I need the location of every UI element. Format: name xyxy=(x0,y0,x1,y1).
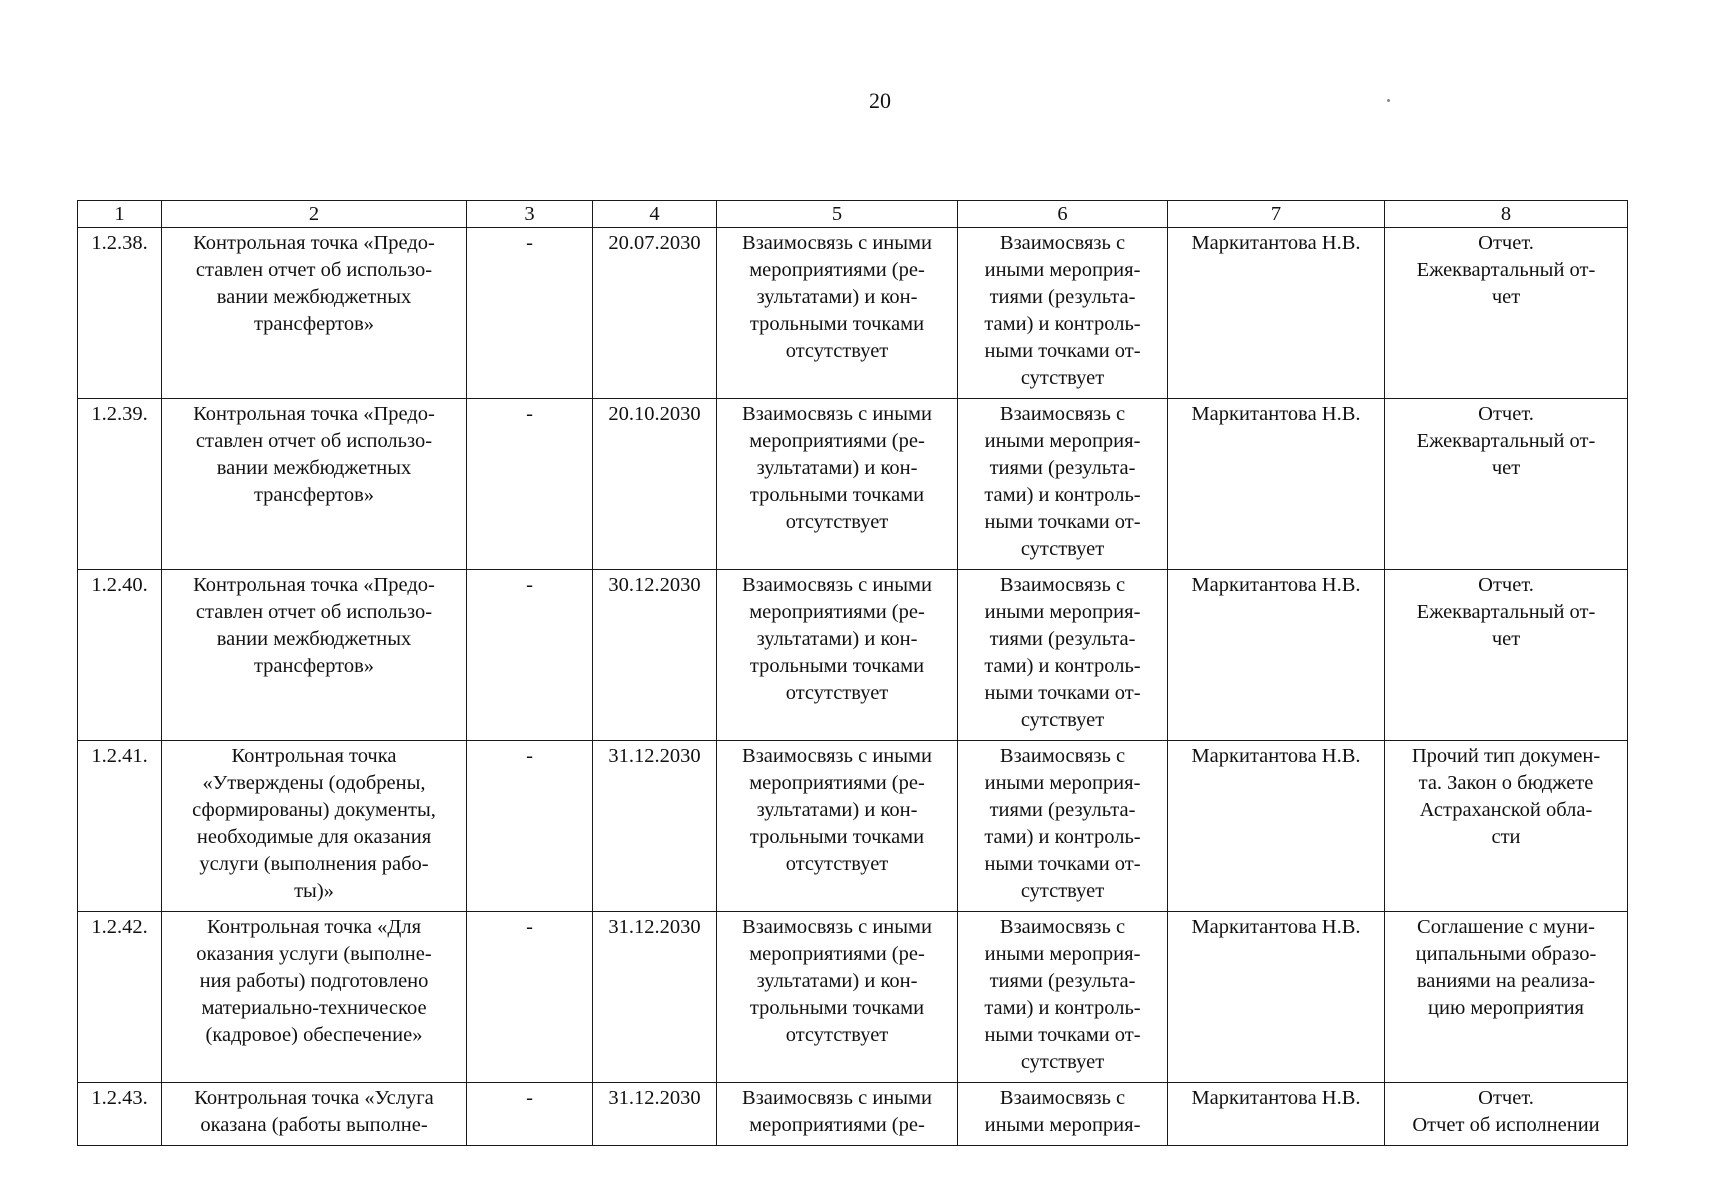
responsible-cell: Маркитантова Н.В. xyxy=(1168,912,1385,1083)
header-col-2: 2 xyxy=(162,201,467,228)
header-col-4: 4 xyxy=(593,201,717,228)
scan-speck xyxy=(1387,99,1390,102)
control-point-name-cell: Контрольная точка «Предо- ставлен отчет об использо- вании межбюджетных трансфертов» xyxy=(162,399,467,570)
table-row xyxy=(78,741,1628,912)
control-point-name-cell: Контрольная точка «Предо- ставлен отчет об использо- вании межбюджетных трансфертов» xyxy=(162,228,467,399)
responsible-cell: Маркитантова Н.В. xyxy=(1168,228,1385,399)
control-point-name-cell: Контрольная точка «Услуга оказана (работы выполне- xyxy=(162,1083,467,1146)
relation-cell: Взаимосвязь с иными мероприятиями (ре- зультатами) и кон- трольными точками отсутствует xyxy=(717,570,958,741)
relation-cell: Взаимосвязь с иными мероприятиями (ре- зультатами) и кон- трольными точками отсутствует xyxy=(717,399,958,570)
document-type-cell: Прочий тип докумен- та. Закон о бюджете Астраханской обла- сти xyxy=(1385,741,1628,912)
col3-cell: - xyxy=(467,228,593,399)
responsible-cell: Маркитантова Н.В. xyxy=(1168,741,1385,912)
header-col-6: 6 xyxy=(958,201,1168,228)
table-row xyxy=(78,912,1628,1083)
relation-alt-cell: Взаимосвязь с иными мероприя- тиями (результа- тами) и контроль- ными точками от- сутствует xyxy=(958,570,1168,741)
date-cell: 31.12.2030 xyxy=(593,912,717,1083)
control-points-table xyxy=(77,200,1628,1146)
document-type-cell: Соглашение с муни- ципальными образо- ваниями на реализа- цию мероприятия xyxy=(1385,912,1628,1083)
relation-alt-cell: Взаимосвязь с иными мероприя- xyxy=(958,1083,1168,1146)
row-number-cell: 1.2.39. xyxy=(78,399,162,570)
document-type-cell: Отчет. Ежеквартальный от- чет xyxy=(1385,228,1628,399)
relation-alt-cell: Взаимосвязь с иными мероприя- тиями (результа- тами) и контроль- ными точками от- сутствует xyxy=(958,912,1168,1083)
relation-cell: Взаимосвязь с иными мероприятиями (ре- зультатами) и кон- трольными точками отсутствует xyxy=(717,741,958,912)
control-point-name-cell: Контрольная точка «Утверждены (одобрены, сформированы) документы, необходимые для оказания услуги (выполнения рабо- ты)» xyxy=(162,741,467,912)
col3-cell: - xyxy=(467,912,593,1083)
table-row xyxy=(78,228,1628,399)
col3-cell: - xyxy=(467,570,593,741)
responsible-cell: Маркитантова Н.В. xyxy=(1168,399,1385,570)
col3-cell: - xyxy=(467,399,593,570)
row-number-cell: 1.2.38. xyxy=(78,228,162,399)
table-row xyxy=(78,570,1628,741)
relation-cell: Взаимосвязь с иными мероприятиями (ре- xyxy=(717,1083,958,1146)
date-cell: 31.12.2030 xyxy=(593,1083,717,1146)
date-cell: 20.07.2030 xyxy=(593,228,717,399)
relation-cell: Взаимосвязь с иными мероприятиями (ре- зультатами) и кон- трольными точками отсутствует xyxy=(717,228,958,399)
control-point-name-cell: Контрольная точка «Предо- ставлен отчет об использо- вании межбюджетных трансфертов» xyxy=(162,570,467,741)
header-col-8: 8 xyxy=(1385,201,1628,228)
relation-alt-cell: Взаимосвязь с иными мероприя- тиями (результа- тами) и контроль- ными точками от- сутствует xyxy=(958,741,1168,912)
responsible-cell: Маркитантова Н.В. xyxy=(1168,570,1385,741)
col3-cell: - xyxy=(467,741,593,912)
date-cell: 31.12.2030 xyxy=(593,741,717,912)
relation-cell: Взаимосвязь с иными мероприятиями (ре- зультатами) и кон- трольными точками отсутствует xyxy=(717,912,958,1083)
relation-alt-cell: Взаимосвязь с иными мероприя- тиями (результа- тами) и контроль- ными точками от- сутствует xyxy=(958,228,1168,399)
col3-cell: - xyxy=(467,1083,593,1146)
header-col-5: 5 xyxy=(717,201,958,228)
row-number-cell: 1.2.42. xyxy=(78,912,162,1083)
relation-alt-cell: Взаимосвязь с иными мероприя- тиями (результа- тами) и контроль- ными точками от- сутствует xyxy=(958,399,1168,570)
control-point-name-cell: Контрольная точка «Для оказания услуги (выполне- ния работы) подготовлено материально-техническое (кадровое) обеспечение» xyxy=(162,912,467,1083)
header-col-7: 7 xyxy=(1168,201,1385,228)
row-number-cell: 1.2.43. xyxy=(78,1083,162,1146)
date-cell: 20.10.2030 xyxy=(593,399,717,570)
date-cell: 30.12.2030 xyxy=(593,570,717,741)
document-type-cell: Отчет. Отчет об исполнении xyxy=(1385,1083,1628,1146)
row-number-cell: 1.2.40. xyxy=(78,570,162,741)
header-col-1: 1 xyxy=(78,201,162,228)
row-number-cell: 1.2.41. xyxy=(78,741,162,912)
document-type-cell: Отчет. Ежеквартальный от- чет xyxy=(1385,570,1628,741)
responsible-cell: Маркитантова Н.В. xyxy=(1168,1083,1385,1146)
table-row xyxy=(78,1083,1628,1146)
header-row xyxy=(78,201,1628,228)
document-type-cell: Отчет. Ежеквартальный от- чет xyxy=(1385,399,1628,570)
page-number: 20 xyxy=(869,88,891,113)
table-row xyxy=(78,399,1628,570)
header-col-3: 3 xyxy=(467,201,593,228)
